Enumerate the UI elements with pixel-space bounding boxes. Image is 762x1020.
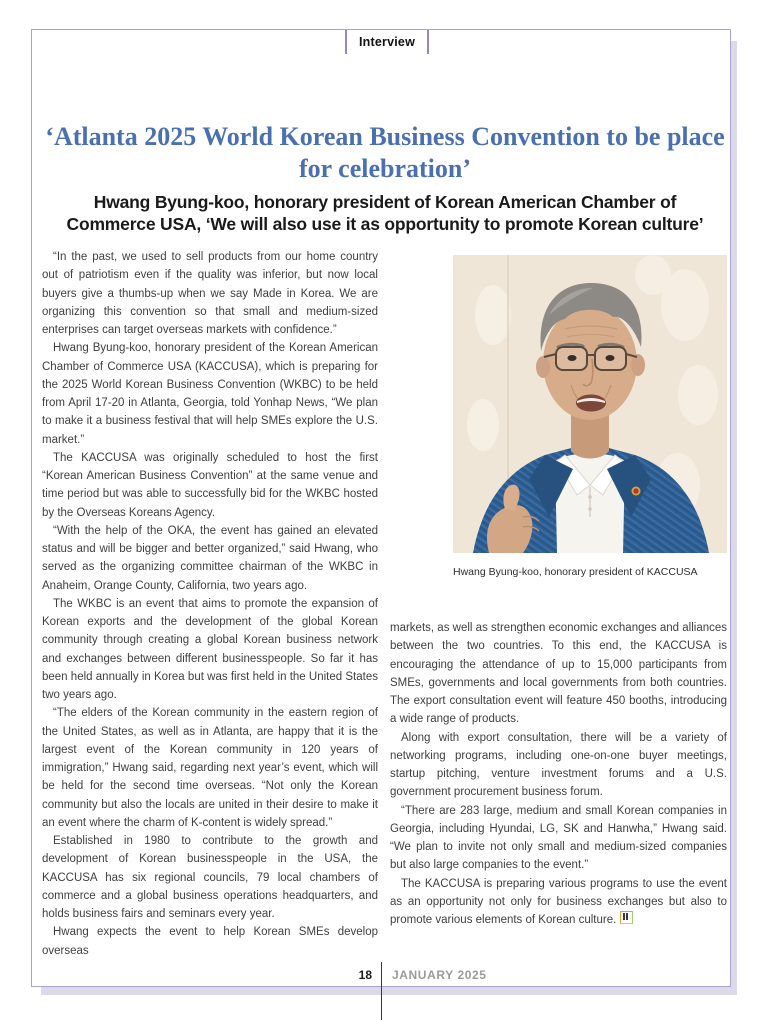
article-paragraph: “The elders of the Korean community in the eastern region of the United States, as well as in Atlanta, are happy that it is the largest event of the Korean community in 120 years of immigration,” Hwang said, regarding next year’s event, which will be held for the second time overseas. “Not only the Korean community but also the locals are united in their desire to make it an event where the charm of K-content is widely spread.” bbox=[42, 707, 378, 829]
article-paragraph: “With the help of the OKA, the event has gained an elevated status and will be bigger and better organized,” said Hwang, who served as the organizing committee chairman of the WKBC in Anaheim, Orange County, California, two years ago. bbox=[42, 524, 378, 592]
portrait-photo-figure bbox=[453, 255, 727, 579]
article-subtitle: Hwang Byung-koo, honorary president of Korean American Chamber of Commerce USA, ‘We will also use it as opportunity to promote Korean culture’ bbox=[66, 191, 704, 235]
section-tab-interview bbox=[345, 30, 429, 54]
article-paragraph: “In the past, we used to sell products from our home country out of patriotism even if the quality was inferior, but now local buyers give a thumbs-up when we say Made in Korea. We are organizing this convention so that small and medium-sized enterprises can target overseas markets with confidence.” bbox=[42, 251, 378, 336]
left-column bbox=[42, 248, 378, 960]
article-paragraph: The KACCUSA was originally scheduled to host the first “Korean American Business Convention” at the same venue and time period but was able to successfully bid for the WKBC hosted by the Overseas Koreans Agency. bbox=[42, 451, 378, 519]
article-paragraph: markets, as well as strengthen economic exchanges and alliances between the two countries. To this end, the KACCUSA is encouraging the attendance of up to 15,000 participants from SMEs, governments and local governments from both countries. The export consultation event will feature 450 booths, introducing a wide range of products. bbox=[390, 622, 727, 726]
issue-date: JANUARY 2025 bbox=[392, 968, 487, 982]
photo-caption: Hwang Byung-koo, honorary president of KACCUSA bbox=[453, 566, 698, 578]
title-line-1: ‘Atlanta 2025 World Korean Business Convention to be place bbox=[45, 122, 725, 152]
title-line-2: for celebration’ bbox=[298, 154, 472, 184]
article-paragraph: “There are 283 large, medium and small Korean companies in Georgia, including Hyundai, LG, SK and Hanwha,” Hwang said. “We plan to invite not only small and medium-sized companies but also large companies to the event.” bbox=[390, 804, 727, 872]
article-paragraph: Established in 1980 to contribute to the growth and development of Korean businesspeople in the USA, the KACCUSA has six regional councils, 79 local chambers of commerce and a global business operations headquarters, and holds business fairs and seminars every year. bbox=[42, 835, 378, 920]
article-paragraph: Along with export consultation, there will be a variety of networking programs, including one-on-one buyer meetings, startup pitching, venture investment forums and a U.S. government procurement business forum. bbox=[390, 731, 727, 799]
tab-left-bar bbox=[345, 30, 347, 54]
right-column bbox=[390, 248, 727, 929]
right-column-text bbox=[390, 619, 727, 929]
section-label: Interview bbox=[359, 35, 415, 49]
article-paragraph: The WKBC is an event that aims to promote the expansion of Korean exports and the development of the global Korean community through creating a global Korean business network and exchanges between different businesspeople. So far it has been held annually in Korea but was first held in the United States two years ago. bbox=[42, 597, 378, 701]
article-paragraph: Hwang expects the event to help Korean SMEs develop overseas bbox=[42, 926, 378, 957]
article-paragraph-text: The KACCUSA is preparing various programs to use the event as an opportunity not only for business exchanges but also to promote various elements of Korean culture. bbox=[390, 877, 727, 926]
article-title bbox=[42, 121, 728, 185]
portrait-photo bbox=[453, 255, 727, 553]
article-paragraph bbox=[390, 875, 727, 930]
tab-right-bar bbox=[427, 30, 429, 54]
footer-divider-line bbox=[381, 962, 382, 1020]
yonhap-logo-icon bbox=[620, 911, 633, 924]
page-number: 18 bbox=[358, 968, 372, 982]
article-paragraph: Hwang Byung-koo, honorary president of the Korean American Chamber of Commerce USA (KACCUSA), which is preparing for the 2025 World Korean Business Convention (WKBC) to be held from April 17-20 in Atlanta, Georgia, told Yonhap News, “We plan to make it a business festival that will help SMEs explore the U.S. market.” bbox=[42, 342, 378, 446]
